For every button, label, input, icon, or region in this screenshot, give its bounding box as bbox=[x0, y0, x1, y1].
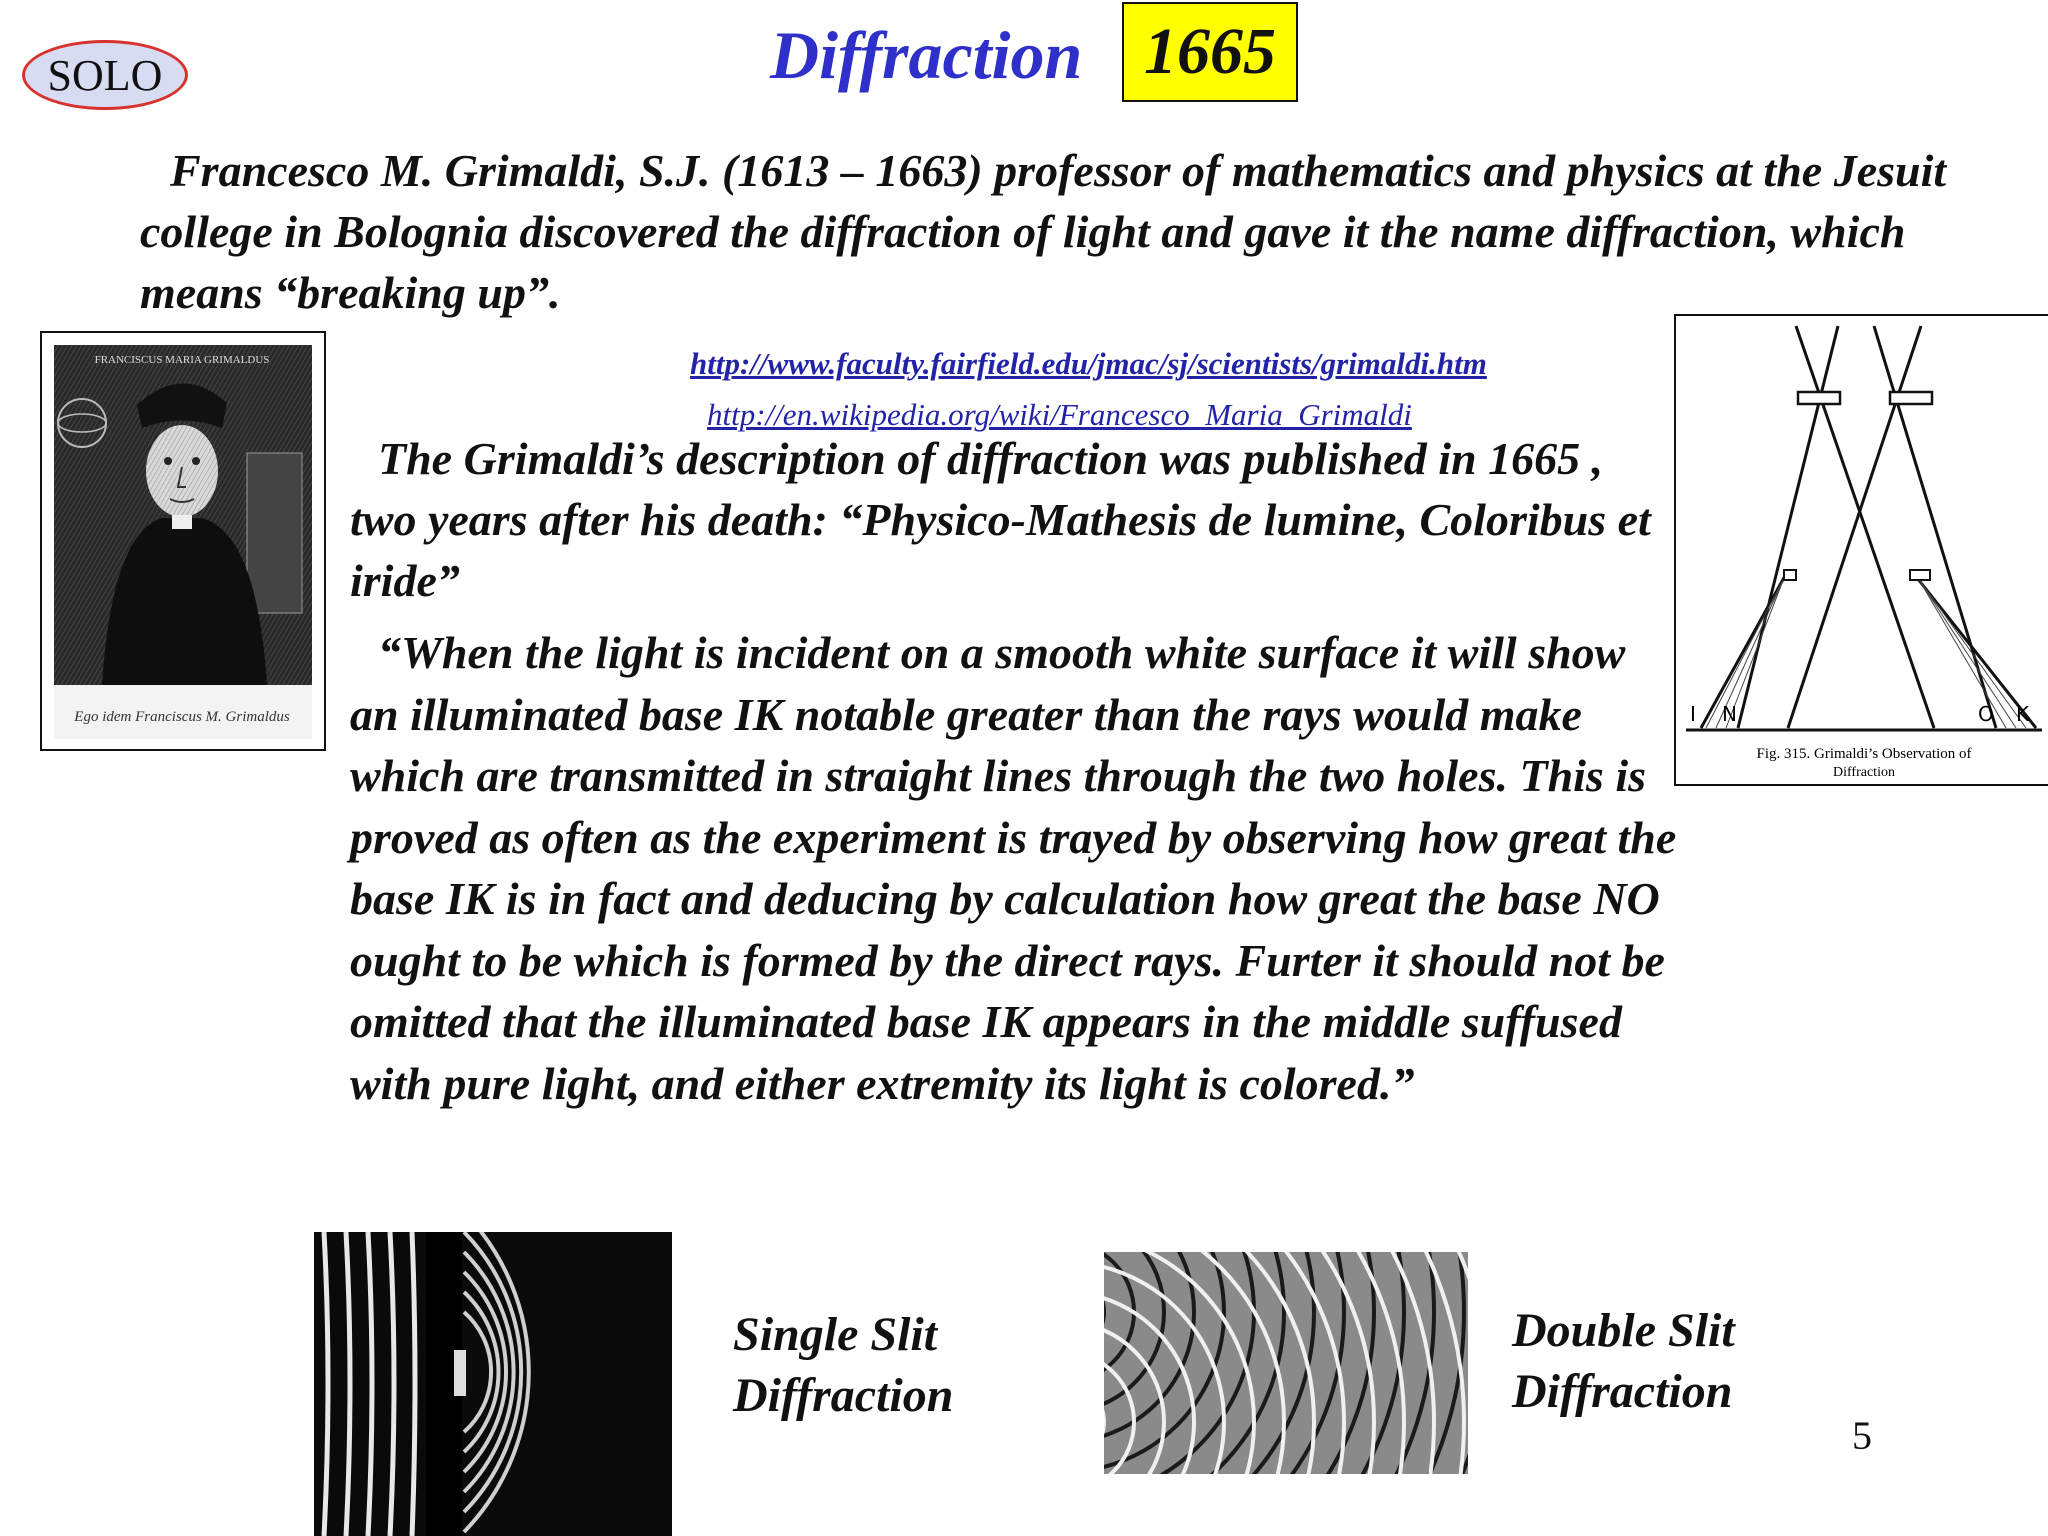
figure-caption-line1: Fig. 315. Grimaldi’s Observation of bbox=[1756, 746, 1972, 762]
page-number: 5 bbox=[1852, 1413, 1872, 1458]
year-label: 1665 bbox=[1144, 15, 1276, 88]
grimaldi-diffraction-figure bbox=[1674, 314, 2048, 786]
single-slit-label-line2: Diffraction bbox=[733, 1369, 954, 1422]
label-k: K bbox=[2016, 702, 2030, 726]
portrait-engraving bbox=[42, 333, 324, 749]
double-slit-label-line1: Double Slit bbox=[1512, 1304, 1735, 1357]
double-slit-diffraction-image bbox=[1104, 1252, 1468, 1474]
slide-title: Diffraction bbox=[770, 17, 1083, 93]
single-slit-label bbox=[733, 1304, 953, 1426]
label-n: N bbox=[1722, 702, 1737, 726]
solo-badge bbox=[22, 40, 188, 110]
single-slit-diffraction-image bbox=[314, 1232, 672, 1536]
solo-label: SOLO bbox=[47, 50, 163, 100]
single-slit-label-line1: Single Slit bbox=[733, 1308, 938, 1361]
publication-paragraph: The Grimaldi’s description of diffraction was published in 1665 , two years after his death: “Physico-Mathesis de lumine, Coloribus et iride” bbox=[350, 433, 1651, 606]
figure-caption-line2: Diffraction bbox=[1833, 765, 1895, 780]
portrait-signature: Ego idem Franciscus M. Grimaldus bbox=[74, 709, 290, 725]
double-slit-label bbox=[1512, 1300, 1735, 1422]
double-slit-label-line2: Diffraction bbox=[1512, 1365, 1733, 1418]
portrait-inscription: FRANCISCUS MARIA GRIMALDUS bbox=[94, 354, 270, 366]
label-o: O bbox=[1978, 702, 1994, 726]
label-i: I bbox=[1690, 702, 1696, 726]
wikipedia-link[interactable]: http://en.wikipedia.org/wiki/Francesco_Maria_Grimaldi bbox=[707, 397, 1412, 432]
bio-paragraph: Francesco M. Grimaldi, S.J. (1613 – 1663) professor of mathematics and physics at the Jesuit college in Bolognia discovered the diffraction of light and gave it the name diffraction, which means “breaking up”. bbox=[140, 145, 1947, 318]
year-badge bbox=[1122, 2, 1298, 102]
grimaldi-portrait bbox=[40, 331, 326, 751]
grimaldi-quote: “When the light is incident on a smooth white surface it will show an illuminated base IK notable greater than the rays would make which are transmitted in straight lines through the two holes. This is proved as often as the experiment is trayed by observing how great the base IK is in fact and deducing by calculation how great the base NO ought to be which is formed by the direct rays. Furter it should not be omitted that the illuminated base IK appears in the middle suffused with pure light, and either extremity its light is colored.” bbox=[350, 627, 1677, 1109]
fairfield-link[interactable]: http://www.faculty.fairfield.edu/jmac/sj/scientists/grimaldi.htm bbox=[690, 346, 1487, 381]
diffraction-diagram bbox=[1676, 316, 2048, 784]
